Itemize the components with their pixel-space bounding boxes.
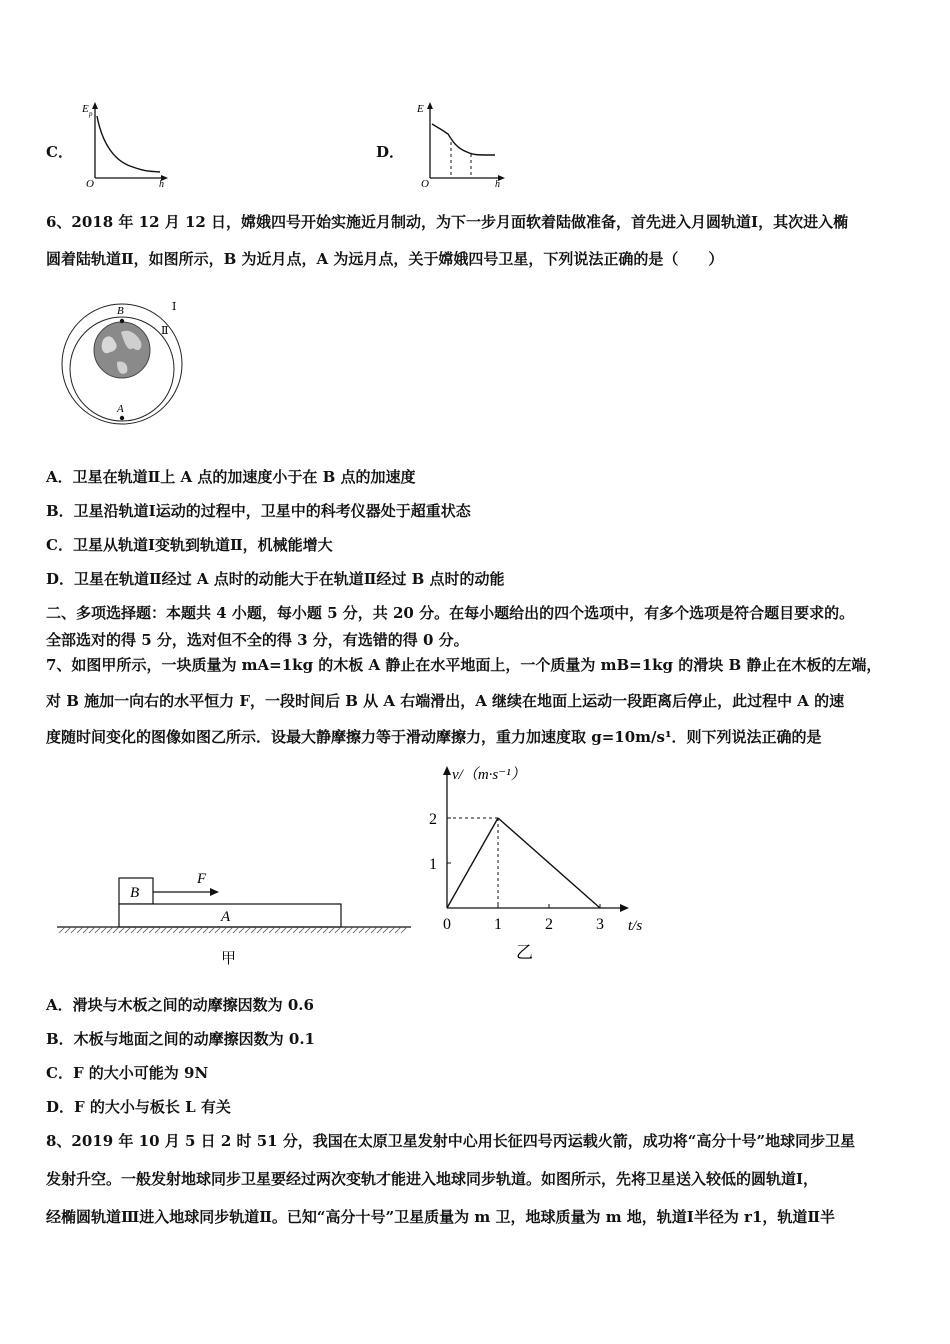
graph-c-e-label: E xyxy=(82,103,89,115)
q8-text-line3: 经椭圆轨道Ⅲ进入地球同步轨道Ⅱ。已知“高分十号”卫星质量为 m 卫，地球质量为 m 地，轨道Ⅰ半径为 r1，轨道Ⅱ半 xyxy=(46,1208,836,1226)
graph-c-p-sub: p xyxy=(89,110,93,118)
vt-x-tick-label: 3 xyxy=(596,916,604,933)
vt-x-label: t/s xyxy=(628,918,643,934)
graph-d-h-label: h xyxy=(495,179,500,190)
vt-y-tick-label: 2 xyxy=(429,811,437,828)
q7-text-line2: 对 B 施加一向右的水平恒力 F，一段时间后 B 从 A 右端滑出，A 继续在地面上运动一段距离后停止，此过程中 A 的速 xyxy=(46,692,845,710)
vt-y-arrow xyxy=(443,766,451,775)
q7-option-c: C．F 的大小可能为 9N xyxy=(46,1064,209,1082)
q6-text-line2: 圆着陆轨道Ⅱ，如图所示，B 为近月点，A 为远月点，关于嫦娥四号卫星，下列说法正确的是（ ） xyxy=(46,250,724,268)
board-a-label: A xyxy=(221,909,231,925)
q8-text-line2: 发射升空。一般发射地球同步卫星要经过两次变轨才能进入地球同步轨道。如图所示，先将卫星送入较低的圆轨道Ⅰ， xyxy=(46,1170,819,1188)
section2-line1: 二、多项选择题：本题共 4 小题，每小题 5 分，共 20 分。在每小题给出的四个选项中，有多个选项是符合题目要求的。 xyxy=(46,604,855,622)
q7-vt-chart xyxy=(410,758,680,966)
section2-line2: 全部选对的得 5 分，选对但不全的得 3 分，有选错的得 0 分。 xyxy=(46,631,469,649)
point-b-dot xyxy=(120,319,124,323)
graph-d-curve xyxy=(432,124,495,155)
q7-option-a: A．滑块与木板之间的动摩擦因数为 0.6 xyxy=(46,996,314,1014)
vt-x-tick-label: 1 xyxy=(494,916,502,933)
graph-c-h-label: h xyxy=(159,179,164,190)
q7-option-b: B．木板与地面之间的动摩擦因数为 0.1 xyxy=(46,1030,315,1048)
graph-c-curve xyxy=(97,116,160,172)
fig-jia-caption: 甲 xyxy=(221,951,237,965)
vt-y-tick-label: 1 xyxy=(429,856,437,873)
orbit-1-label: Ⅰ xyxy=(172,301,177,313)
graph-d xyxy=(415,98,507,190)
graph-d-e-label: E xyxy=(417,103,424,115)
point-a-dot xyxy=(120,416,124,420)
force-label: F xyxy=(197,871,207,887)
q6-option-a: A．卫星在轨道Ⅱ上 A 点的加速度小于在 B 点的加速度 xyxy=(46,468,416,486)
vt-series-segment xyxy=(498,818,600,908)
option-c-label: C． xyxy=(46,143,73,161)
q6-orbit-figure xyxy=(55,290,195,432)
q7-text-line1: 7、如图甲所示，一块质量为 mA=1kg 的木板 A 静止在水平地面上，一个质量为 mB=1kg 的滑块 B 静止在木板的左端， xyxy=(46,656,882,674)
orbit-2-label: Ⅱ xyxy=(161,325,169,337)
q8-text-line1: 8、2019 年 10 月 5 日 2 时 51 分，我国在太原卫星发射中心用长征四号丙运载火箭，成功将“高分十号”地球同步卫星 xyxy=(46,1132,856,1150)
point-a-label: A xyxy=(117,403,124,415)
graph-c-y-arrow xyxy=(92,102,98,109)
vt-x-tick-label: 2 xyxy=(545,916,553,933)
vt-series-segment xyxy=(447,818,498,908)
q7-figure-jia xyxy=(55,865,415,965)
point-b-label: B xyxy=(117,305,124,317)
block-b-label: B xyxy=(130,885,140,901)
vt-y-label: v/（m·s⁻¹） xyxy=(452,767,526,783)
q6-text-line1: 6、2018 年 12 月 12 日，嫦娥四号开始实施近月制动，为下一步月面软着陆做准备，首先进入月圆轨道Ⅰ，其次进入椭 xyxy=(46,213,849,231)
option-d-label: D． xyxy=(376,143,405,161)
q6-option-d: D．卫星在轨道Ⅱ经过 A 点时的动能大于在轨道Ⅱ经过 B 点时的动能 xyxy=(46,570,505,588)
graph-c-origin: O xyxy=(86,178,94,190)
vt-x-arrow xyxy=(620,904,629,912)
q6-option-c: C．卫星从轨道Ⅰ变轨到轨道Ⅱ，机械能增大 xyxy=(46,536,333,554)
graph-d-origin: O xyxy=(421,178,429,190)
q7-text-line3: 度随时间变化的图像如图乙所示．设最大静摩擦力等于滑动摩擦力，重力加速度取 g=10m/s¹．则下列说法正确的是 xyxy=(46,728,822,746)
q6-option-b: B．卫星沿轨道Ⅰ运动的过程中，卫星中的科考仪器处于超重状态 xyxy=(46,502,471,520)
q7-option-d: D．F 的大小与板长 L 有关 xyxy=(46,1098,231,1116)
graph-c xyxy=(80,98,170,190)
vt-caption: 乙 xyxy=(516,943,533,962)
ground-hatching xyxy=(59,927,407,933)
vt-x-tick-label: 0 xyxy=(443,916,451,933)
graph-d-y-arrow xyxy=(427,102,433,109)
force-arrow-head xyxy=(210,888,219,896)
